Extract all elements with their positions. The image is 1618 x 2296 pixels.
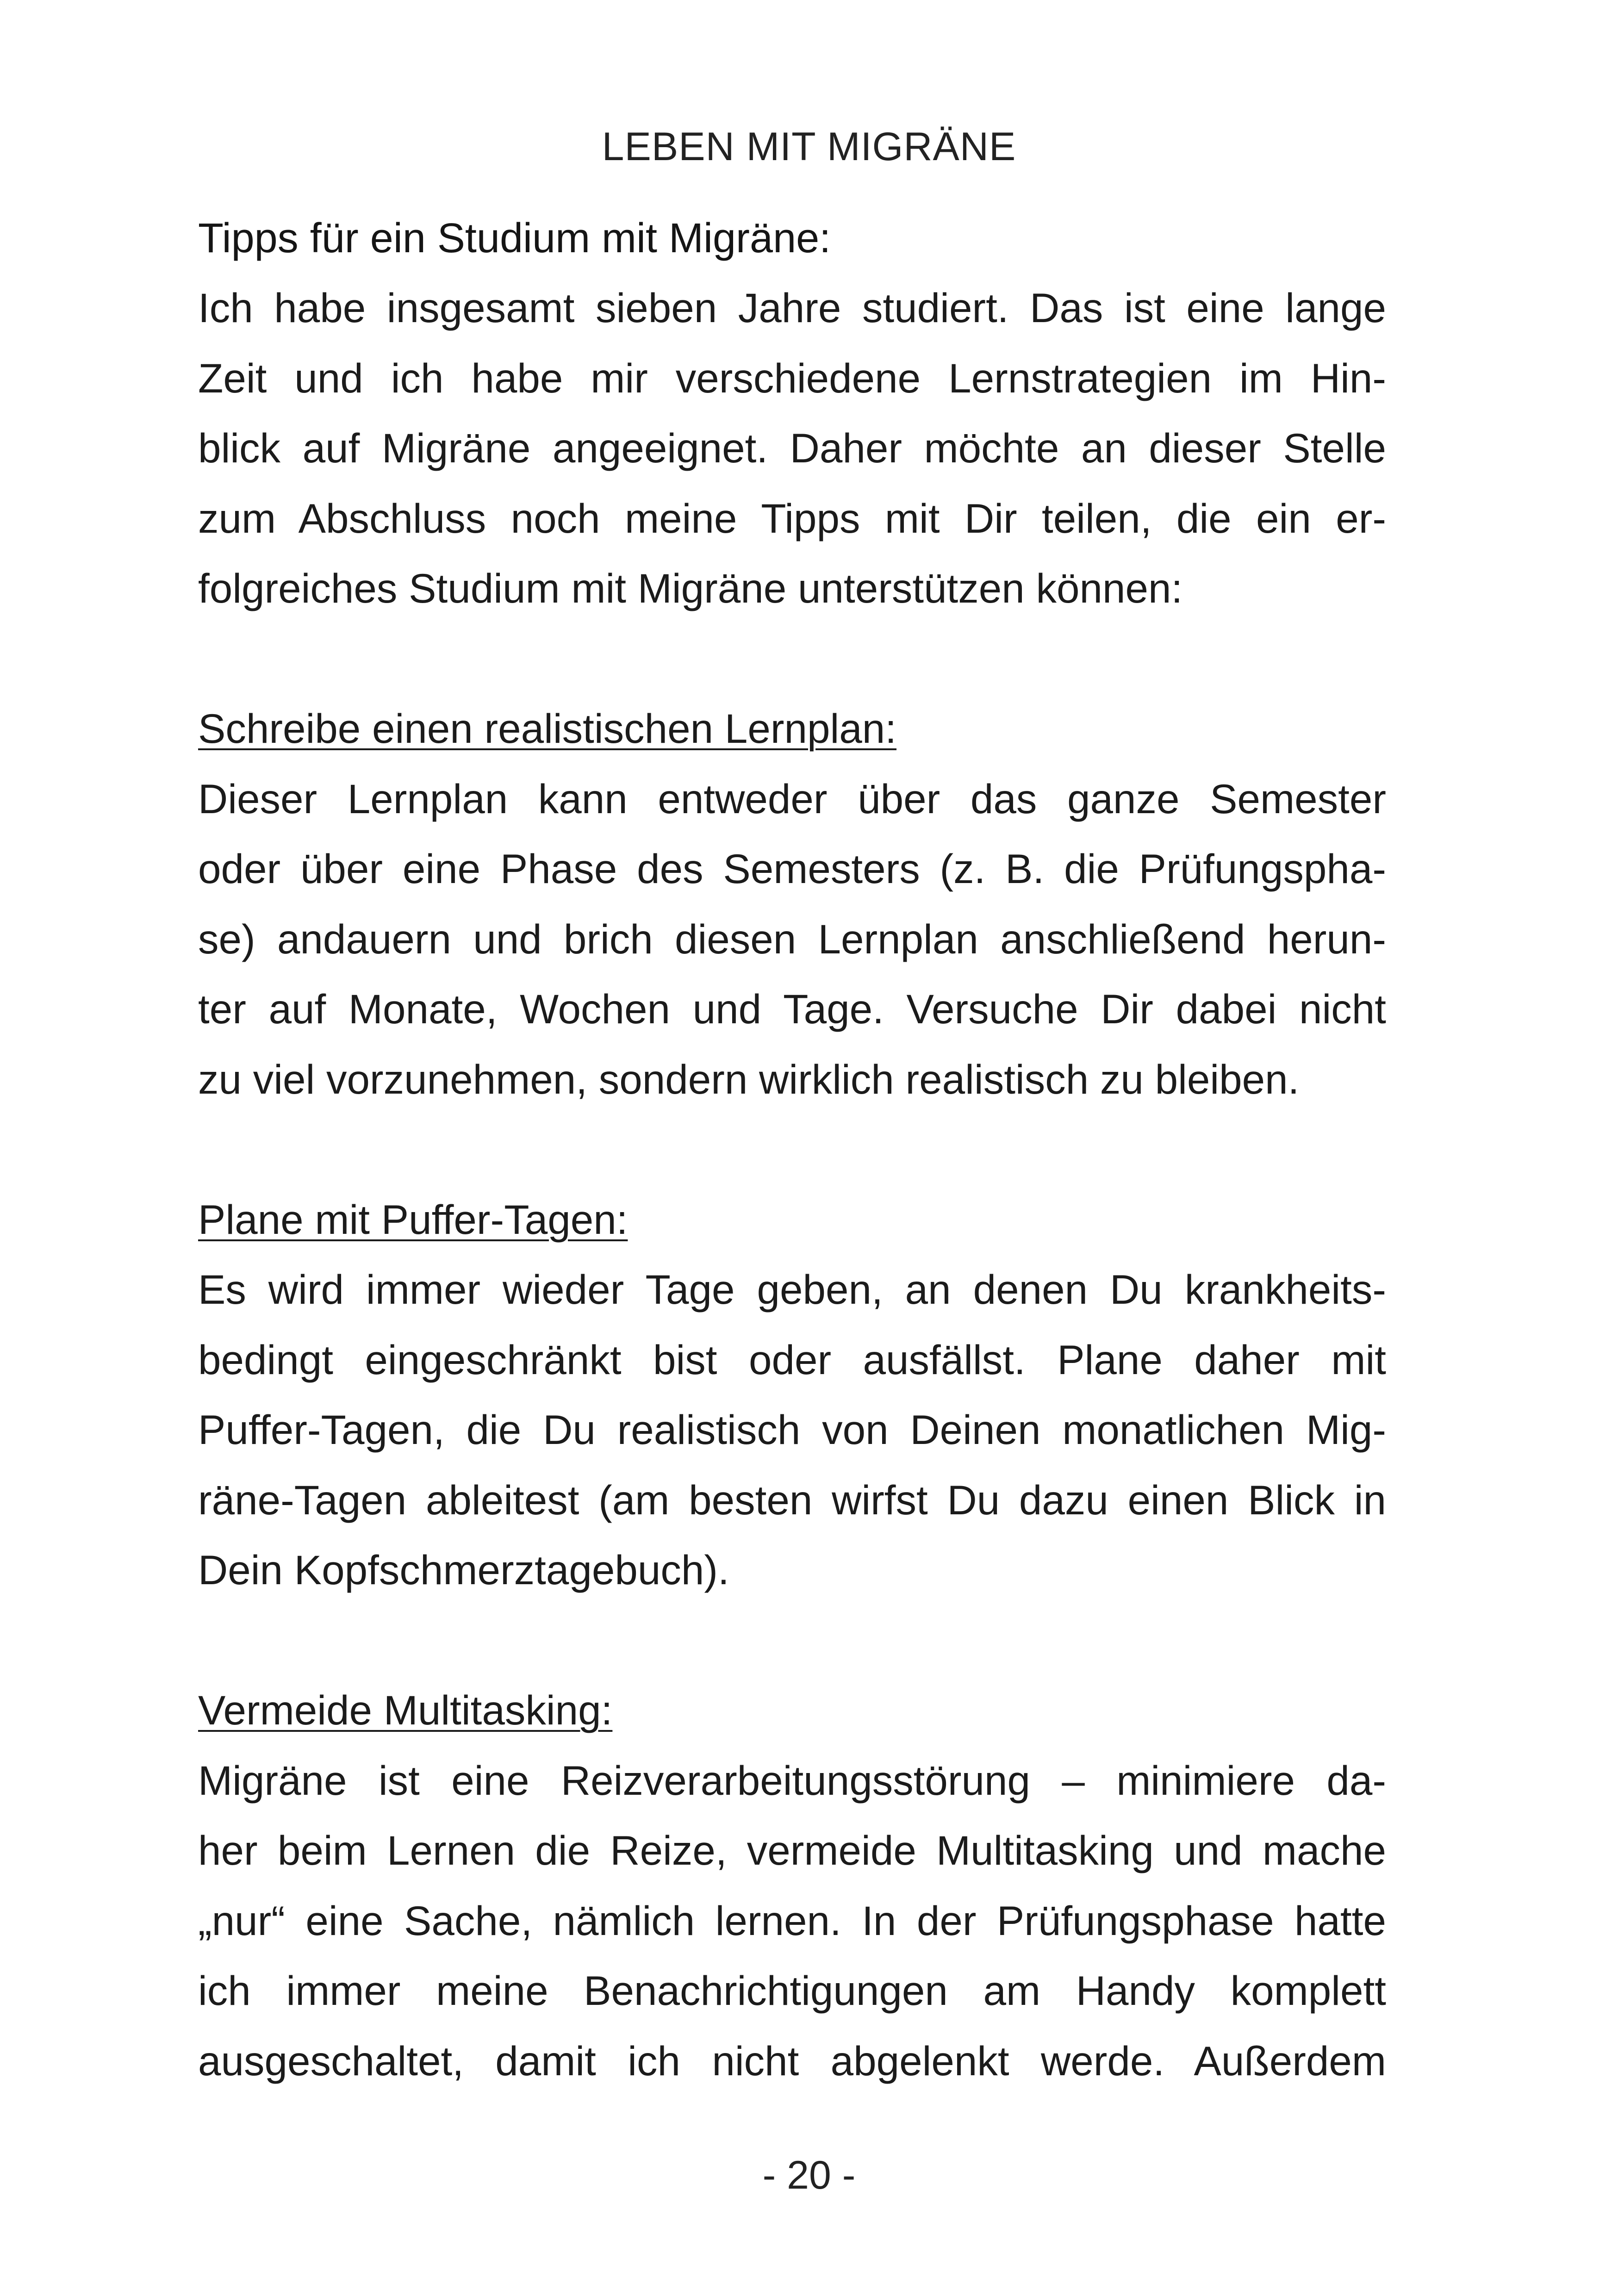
text-line: Zeit und ich habe mir verschiedene Lernstrategien im Hin- — [198, 355, 1386, 401]
paragraph-spacer — [198, 624, 1386, 694]
tip-title: Vermeide Multitasking: — [198, 1687, 613, 1733]
text-line: Migräne ist eine Reizverarbeitungsstörung – minimiere da- — [198, 1757, 1386, 1804]
text-line: ausgeschaltet, damit ich nicht abgelenkt werde. Außerdem — [198, 2037, 1386, 2084]
tip-multitasking — [198, 1675, 1386, 2096]
text-line: se) andauern und brich diesen Lernplan anschließend herun- — [198, 915, 1386, 962]
text-line: ich immer meine Benachrichtigungen am Handy komplett — [198, 1967, 1386, 2014]
text-line: zu viel vorzunehmen, sondern wirklich realistisch zu bleiben. — [198, 1056, 1300, 1102]
running-head: LEBEN MIT MIGRÄNE — [602, 124, 1016, 169]
text-line: räne-Tagen ableitest (am besten wirfst Du dazu einen Blick in — [198, 1476, 1386, 1523]
paragraph-spacer — [198, 1605, 1386, 1676]
tip-title: Plane mit Puffer-Tagen: — [198, 1196, 628, 1243]
tip-puffer-tage — [198, 1185, 1386, 1605]
text-line: folgreiches Studium mit Migräne unterstützen können: — [198, 565, 1183, 611]
text-line: her beim Lernen die Reize, vermeide Multitasking und mache — [198, 1827, 1386, 1873]
page-body — [198, 204, 1386, 2096]
paragraph-spacer — [198, 1114, 1386, 1185]
page-number: - 20 - — [762, 2153, 856, 2197]
text-line: zum Abschluss noch meine Tipps mit Dir teilen, die ein er- — [198, 495, 1386, 541]
text-line: Es wird immer wieder Tage geben, an denen Du krankheits- — [198, 1266, 1386, 1313]
text-line: Puffer-Tagen, die Du realistisch von Deinen monatlichen Mig- — [198, 1406, 1386, 1453]
text-line: Dein Kopfschmerztagebuch). — [198, 1547, 729, 1593]
text-line: blick auf Migräne angeeignet. Daher möchte an dieser Stelle — [198, 425, 1386, 471]
tip-title: Schreibe einen realistischen Lernplan: — [198, 705, 897, 752]
text-line: „nur“ eine Sache, nämlich lernen. In der Prüfungsphase hatte — [198, 1897, 1386, 1944]
tip-lernplan — [198, 694, 1386, 1114]
text-line: oder über eine Phase des Semesters (z. B. die Prüfungspha- — [198, 846, 1386, 892]
text-line: Ich habe insgesamt sieben Jahre studiert. Das ist eine lange — [198, 285, 1386, 331]
text-line: bedingt eingeschränkt bist oder ausfällst. Plane daher mit — [198, 1336, 1386, 1383]
text-line: ter auf Monate, Wochen und Tage. Versuche Dir dabei nicht — [198, 986, 1386, 1032]
text-line: Dieser Lernplan kann entweder über das ganze Semester — [198, 775, 1386, 822]
intro-paragraph — [198, 273, 1386, 624]
section-heading: Tipps für ein Studium mit Migräne: — [198, 215, 831, 261]
